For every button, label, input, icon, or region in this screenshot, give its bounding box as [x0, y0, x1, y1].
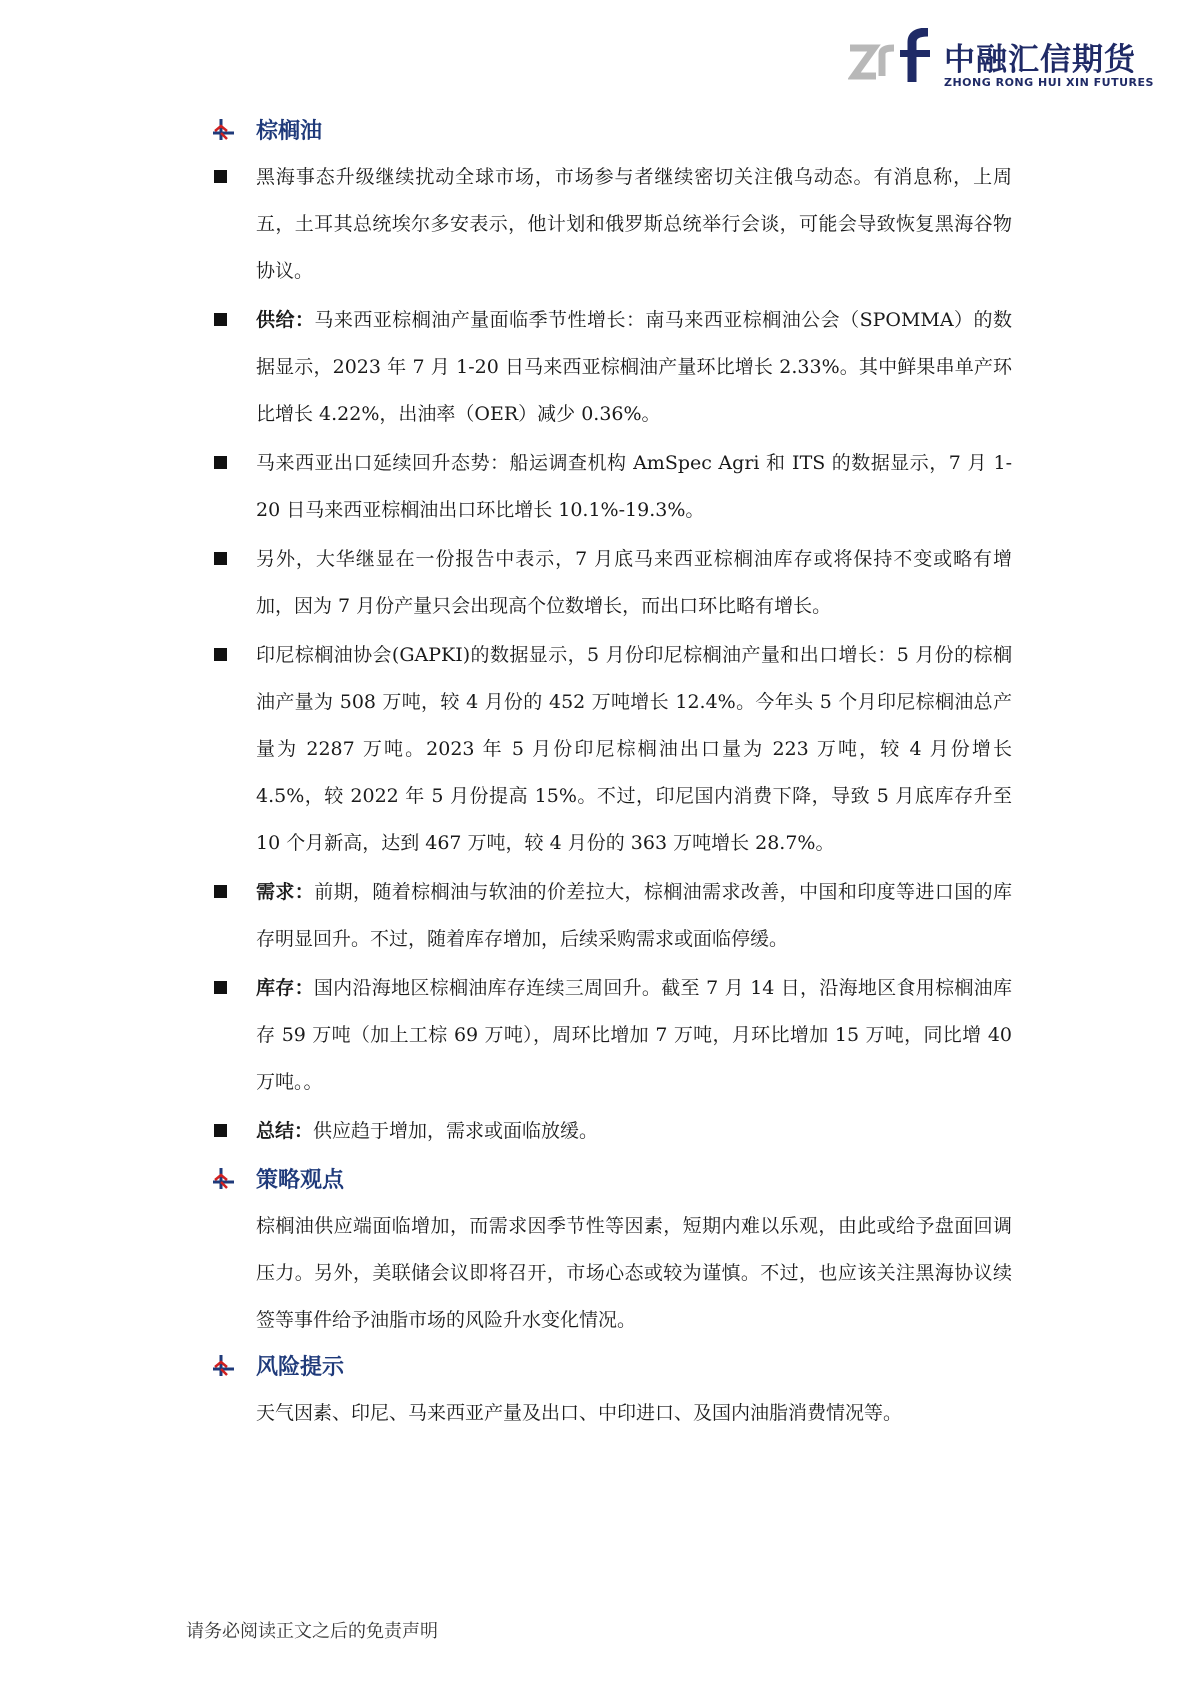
bullet-item [212, 440, 1012, 534]
bullet-lead: 总结： [256, 1120, 314, 1142]
bullet-text: 马来西亚出口延续回升态势：船运调查机构 AmSpec Agri 和 ITS 的数据显示，7 月 1-20 日马来西亚棕榈油出口环比增长 10.1%-19.3%。 [256, 452, 1012, 521]
square-bullet-icon [214, 648, 227, 661]
strategy-paragraph [212, 1203, 1012, 1344]
bullet-item [212, 297, 1012, 438]
section-title: 棕榈油 [256, 119, 323, 144]
section-strategy [212, 1157, 1012, 1203]
square-bullet-icon [214, 170, 227, 183]
bullet-text: 另外，大华继显在一份报告中表示，7 月底马来西亚棕榈油库存或将保持不变或略有增加，因为 7 月份产量只会出现高个位数增长，而出口环比略有增长。 [256, 548, 1012, 617]
logo-english-name: ZHONG RONG HUI XIN FUTURES [944, 76, 1154, 89]
bullet-item [212, 869, 1012, 963]
square-bullet-icon [214, 885, 227, 898]
bullet-item [212, 154, 1012, 295]
section-title: 风险提示 [256, 1355, 345, 1380]
strategy-text: 棕榈油供应端面临增加，而需求因季节性等因素，短期内难以乐观，由此或给予盘面回调压力。另外，美联储会议即将召开，市场心态或较为谨慎。不过，也应该关注黑海协议续签等事件给予油脂市场的风险升水变化情况。 [256, 1215, 1012, 1331]
bullet-text: 供应趋于增加，需求或面临放缓。 [313, 1120, 599, 1142]
bullet-text: 马来西亚棕榈油产量面临季节性增长：南马来西亚棕榈油公会（SPOMMA）的数据显示，2023 年 7 月 1-20 日马来西亚棕榈油产量环比增长 2.33%。其中鲜果串单产环比增长 4.22%，出油率（OER）减少 0.36%。 [256, 309, 1012, 425]
square-bullet-icon [214, 313, 227, 326]
disclaimer-footer: 请务必阅读正文之后的免责声明 [186, 1621, 438, 1642]
square-bullet-icon [214, 981, 227, 994]
section-title: 策略观点 [256, 1168, 345, 1193]
company-logo [848, 28, 1154, 98]
section-marker-icon [212, 1167, 236, 1191]
section-risk [212, 1344, 1012, 1390]
zrf-logo-mark [848, 28, 940, 84]
risk-text: 天气因素、印尼、马来西亚产量及出口、中印进口、及国内油脂消费情况等。 [256, 1402, 903, 1424]
bullet-item [212, 965, 1012, 1106]
bullet-text: 印尼棕榈油协会(GAPKI)的数据显示，5 月份印尼棕榈油产量和出口增长：5 月份的棕榈油产量为 508 万吨，较 4 月份的 452 万吨增长 12.4%。今年头 5 个月印尼棕榈油总产量为 2287 万吨。2023 年 5 月份印尼棕榈油出口量为 223 万吨，较 4 月份增长 4.5%，较 2022 年 5 月份提高 15%。不过，印尼国内消费下降，导致 5 月底库存升至 10 个月新高，达到 467 万吨，较 4 月份的 363 万吨增长 28.7%。 [256, 644, 1012, 854]
square-bullet-icon [214, 456, 227, 469]
bullet-lead: 供给： [256, 309, 315, 331]
section-marker-icon [212, 1354, 236, 1378]
square-bullet-icon [214, 1124, 227, 1137]
bullet-text: 前期，随着棕榈油与软油的价差拉大，棕榈油需求改善，中国和印度等进口国的库存明显回升。不过，随着库存增加，后续采购需求或面临停缓。 [256, 881, 1012, 950]
bullet-item [212, 632, 1012, 867]
section-marker-icon [212, 118, 236, 142]
bullet-text: 黑海事态升级继续扰动全球市场，市场参与者继续密切关注俄乌动态。有消息称，上周五，土耳其总统埃尔多安表示，他计划和俄罗斯总统举行会谈，可能会导致恢复黑海谷物协议。 [256, 166, 1012, 282]
bullet-text: 国内沿海地区棕榈油库存连续三周回升。截至 7 月 14 日，沿海地区食用棕榈油库存 59 万吨（加上工棕 69 万吨），周环比增加 7 万吨，月环比增加 15 万吨，同比增 40 万吨。。 [256, 977, 1012, 1093]
report-body [212, 108, 1012, 1437]
bullet-item [212, 1108, 1012, 1155]
risk-paragraph [212, 1390, 1012, 1437]
square-bullet-icon [214, 552, 227, 565]
bullet-lead: 库存： [256, 977, 314, 999]
bullet-item [212, 536, 1012, 630]
logo-chinese-name: 中融汇信期货 [944, 42, 1136, 78]
bullet-lead: 需求： [256, 881, 315, 903]
section-palm-oil [212, 108, 1012, 154]
